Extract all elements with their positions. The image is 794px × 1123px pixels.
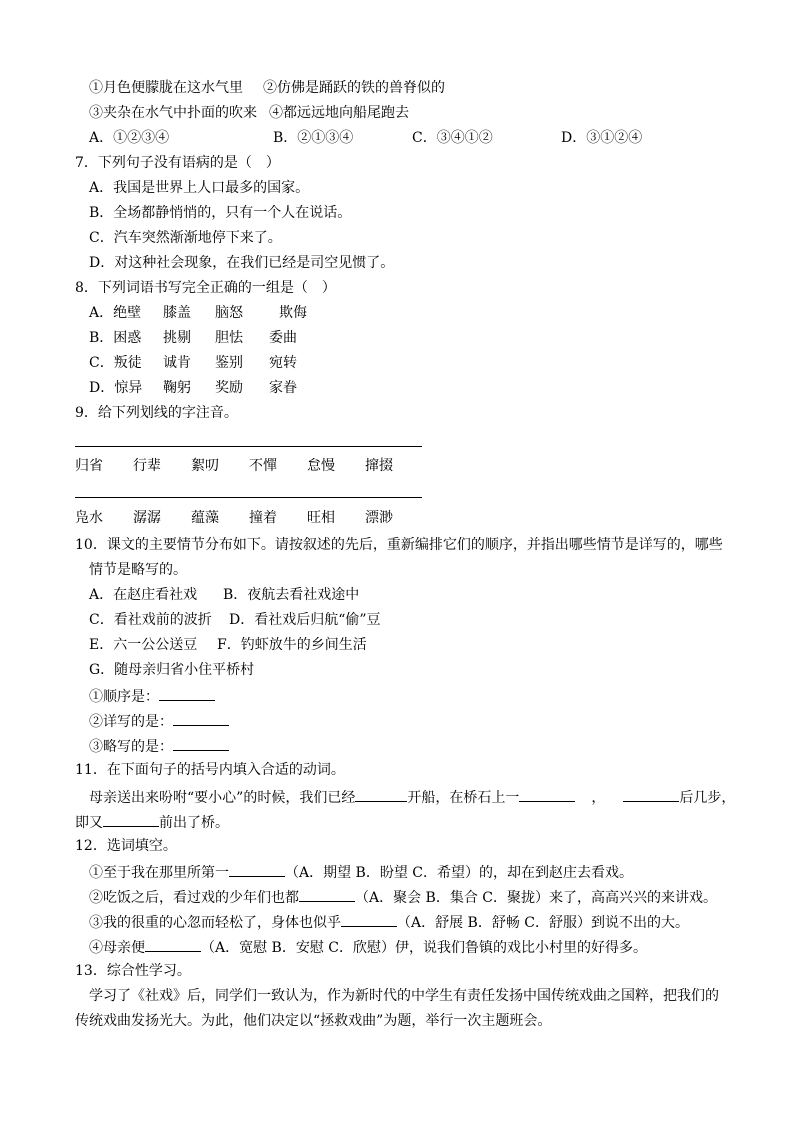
q8-word: C．叛徒 <box>89 355 142 371</box>
answer-line <box>75 497 422 498</box>
answer-blank[interactable] <box>173 710 229 726</box>
q10-order-line <box>89 685 215 707</box>
q10-brief-label: ③略写的是： <box>89 739 173 755</box>
answer-blank[interactable] <box>173 735 229 751</box>
q6-sentence-3: ③夹杂在水气中扑面的吹来 <box>89 105 257 121</box>
q7-option-c: C．汽车突然渐渐地停下来了。 <box>89 230 282 246</box>
q12-item-4 <box>89 936 647 958</box>
answer-blank[interactable] <box>623 786 679 802</box>
q9-word: 怠慢 <box>307 458 335 474</box>
q12-text: ④母亲便 <box>89 940 145 956</box>
q9-word: 凫水 <box>75 510 103 526</box>
q9-word: 撞着 <box>249 510 277 526</box>
q9-word: 行辈 <box>133 458 161 474</box>
q13-paragraph-2: 传统戏曲发扬光大。为此，他们决定以“拯救戏曲”为题，举行一次主题班会。 <box>75 1013 552 1029</box>
q6-line2 <box>89 103 409 123</box>
q6-sentence-1: ①月色便朦胧在这水气里 <box>89 80 243 96</box>
q12-text: ①至于我在那里所第一 <box>89 865 229 881</box>
q10-item-f: F．钓虾放牛的乡间生活 <box>217 637 367 653</box>
q10-stem-2: 情节是略写的。 <box>89 562 187 578</box>
q8-word: 宛转 <box>269 355 297 371</box>
q8-word: 脑怒 <box>215 305 243 321</box>
q9-row-2 <box>75 508 393 528</box>
q11-text: 即又 <box>75 815 103 831</box>
q6-sentence-4: ④都远远地向船尾跑去 <box>269 105 409 121</box>
q9-word: 旺相 <box>307 510 335 526</box>
q12-text: ③我的很重的心忽而轻松了，身体也似乎 <box>89 915 341 931</box>
q12-item-2 <box>89 886 717 908</box>
q10-item-g: G．随母亲归省小住平桥村 <box>89 662 255 678</box>
q12-choices: （A．舒展 B．舒畅 C．舒服）到说不出的大。 <box>397 915 690 931</box>
answer-blank[interactable] <box>341 911 397 927</box>
q10-detailed-label: ②详写的是： <box>89 714 173 730</box>
q11-text: 后几步， <box>679 790 736 806</box>
q12-choices: （A．宽慰 B．安慰 C．欣慰）伊，说我们鲁镇的戏比小村里的好得多。 <box>201 940 648 956</box>
q9-word: 撺掇 <box>365 458 393 474</box>
q12-choices: （A．期望 B．盼望 C．希望）的，却在到赵庄去看戏。 <box>285 865 634 881</box>
q8-word: 家眷 <box>269 380 297 396</box>
q10-brief-line <box>89 735 229 757</box>
answer-blank[interactable] <box>355 786 407 802</box>
q10-row-cd <box>89 610 381 630</box>
q10-item-b: B．夜航去看社戏途中 <box>223 587 360 603</box>
q10-item-e: E．六一公公送豆 <box>89 637 198 653</box>
answer-blank[interactable] <box>229 861 285 877</box>
q9-word: 归省 <box>75 458 103 474</box>
q10-stem-1: 10．课文的主要情节分布如下。请按叙述的先后，重新编排它们的顺序，并指出哪些情节是详写的，哪些 <box>75 537 723 553</box>
q9-word: 蕴藻 <box>191 510 219 526</box>
q9-word: 絮叨 <box>191 458 219 474</box>
q8-word: 委曲 <box>269 330 297 346</box>
q10-detailed-line <box>89 710 229 732</box>
answer-blank[interactable] <box>159 685 215 701</box>
q9-stem: 9．给下列划线的字注音。 <box>75 405 238 421</box>
q8-row-b <box>89 328 297 348</box>
q12-text: ②吃饭之后，看过戏的少年们也都 <box>89 890 299 906</box>
q7-stem: 7．下列句子没有语病的是（ ） <box>75 155 280 171</box>
q8-word: 挑剔 <box>163 330 191 346</box>
answer-blank[interactable] <box>299 886 355 902</box>
q8-word: 胆怯 <box>215 330 243 346</box>
q6-option-a: A．①②③④ <box>89 130 170 146</box>
q12-item-3 <box>89 911 689 933</box>
q6-option-c: C．③④①② <box>412 130 493 146</box>
q11-text: ， <box>591 790 606 806</box>
q9-word: 漂渺 <box>365 510 393 526</box>
q13-paragraph-1: 学习了《社戏》后，同学们一致认为，作为新时代的中学生有责任发扬中国传统戏曲之国粹，把我们的 <box>89 988 719 1004</box>
q10-order-label: ①顺序是： <box>89 689 159 705</box>
q8-word: 奖励 <box>215 380 243 396</box>
q7-option-d: D．对这种社会现象，在我们已经是司空见惯了。 <box>89 255 395 271</box>
q8-word: A．绝壁 <box>89 305 142 321</box>
answer-line <box>75 446 422 447</box>
q12-stem: 12．选词填空。 <box>75 838 177 854</box>
q8-word: 膝盖 <box>163 305 191 321</box>
q10-item-a: A．在赵庄看社戏 <box>89 587 198 603</box>
q12-item-1 <box>89 861 633 883</box>
q9-word: 潺潺 <box>133 510 161 526</box>
q8-word: 欺侮 <box>279 305 307 321</box>
q10-row-ab <box>89 585 359 605</box>
q10-item-c: C．看社戏前的波折 <box>89 612 212 628</box>
q8-word: 诚肯 <box>163 355 191 371</box>
q12-choices: （A．聚会 B．集合 C．聚拢）来了，高高兴兴的来讲戏。 <box>355 890 718 906</box>
q8-row-a <box>89 303 307 323</box>
q11-text: 母亲送出来吩咐“要小心”的时候，我们已经 <box>89 790 356 806</box>
q11-text: 开船，在桥石上一 <box>407 790 520 806</box>
q11-sentence-cont <box>75 811 229 833</box>
q8-word: D．惊异 <box>89 380 143 396</box>
q11-sentence <box>89 786 735 808</box>
q7-option-b: B．全场都静悄悄的，只有一个人在说话。 <box>89 205 352 221</box>
q8-word: 鉴别 <box>215 355 243 371</box>
q10-row-ef <box>89 635 367 655</box>
q8-word: 鞠躬 <box>163 380 191 396</box>
q6-option-d: D．③①②④ <box>561 130 643 146</box>
q9-word: 不憚 <box>249 458 277 474</box>
q8-row-d <box>89 378 297 398</box>
q9-row-1 <box>75 456 393 476</box>
q8-stem: 8．下列词语书写完全正确的一组是（ ） <box>75 280 336 296</box>
q8-word: B．困惑 <box>89 330 142 346</box>
q6-line1 <box>89 78 445 98</box>
q11-stem: 11．在下面句子的括号内填入合适的动词。 <box>75 762 345 778</box>
q6-option-b: B．②①③④ <box>273 130 354 146</box>
q8-row-c <box>89 353 297 373</box>
answer-blank[interactable] <box>145 936 201 952</box>
answer-blank[interactable] <box>103 811 159 827</box>
q11-text: 前出了桥。 <box>159 815 229 831</box>
q13-stem: 13．综合性学习。 <box>75 963 191 979</box>
q10-item-d: D．看社戏后归航“偷”豆 <box>229 612 381 628</box>
q6-sentence-2: ②仿佛是踊跃的铁的兽脊似的 <box>263 80 445 96</box>
answer-blank[interactable] <box>519 786 575 802</box>
q7-option-a: A．我国是世界上人口最多的国家。 <box>89 180 310 196</box>
